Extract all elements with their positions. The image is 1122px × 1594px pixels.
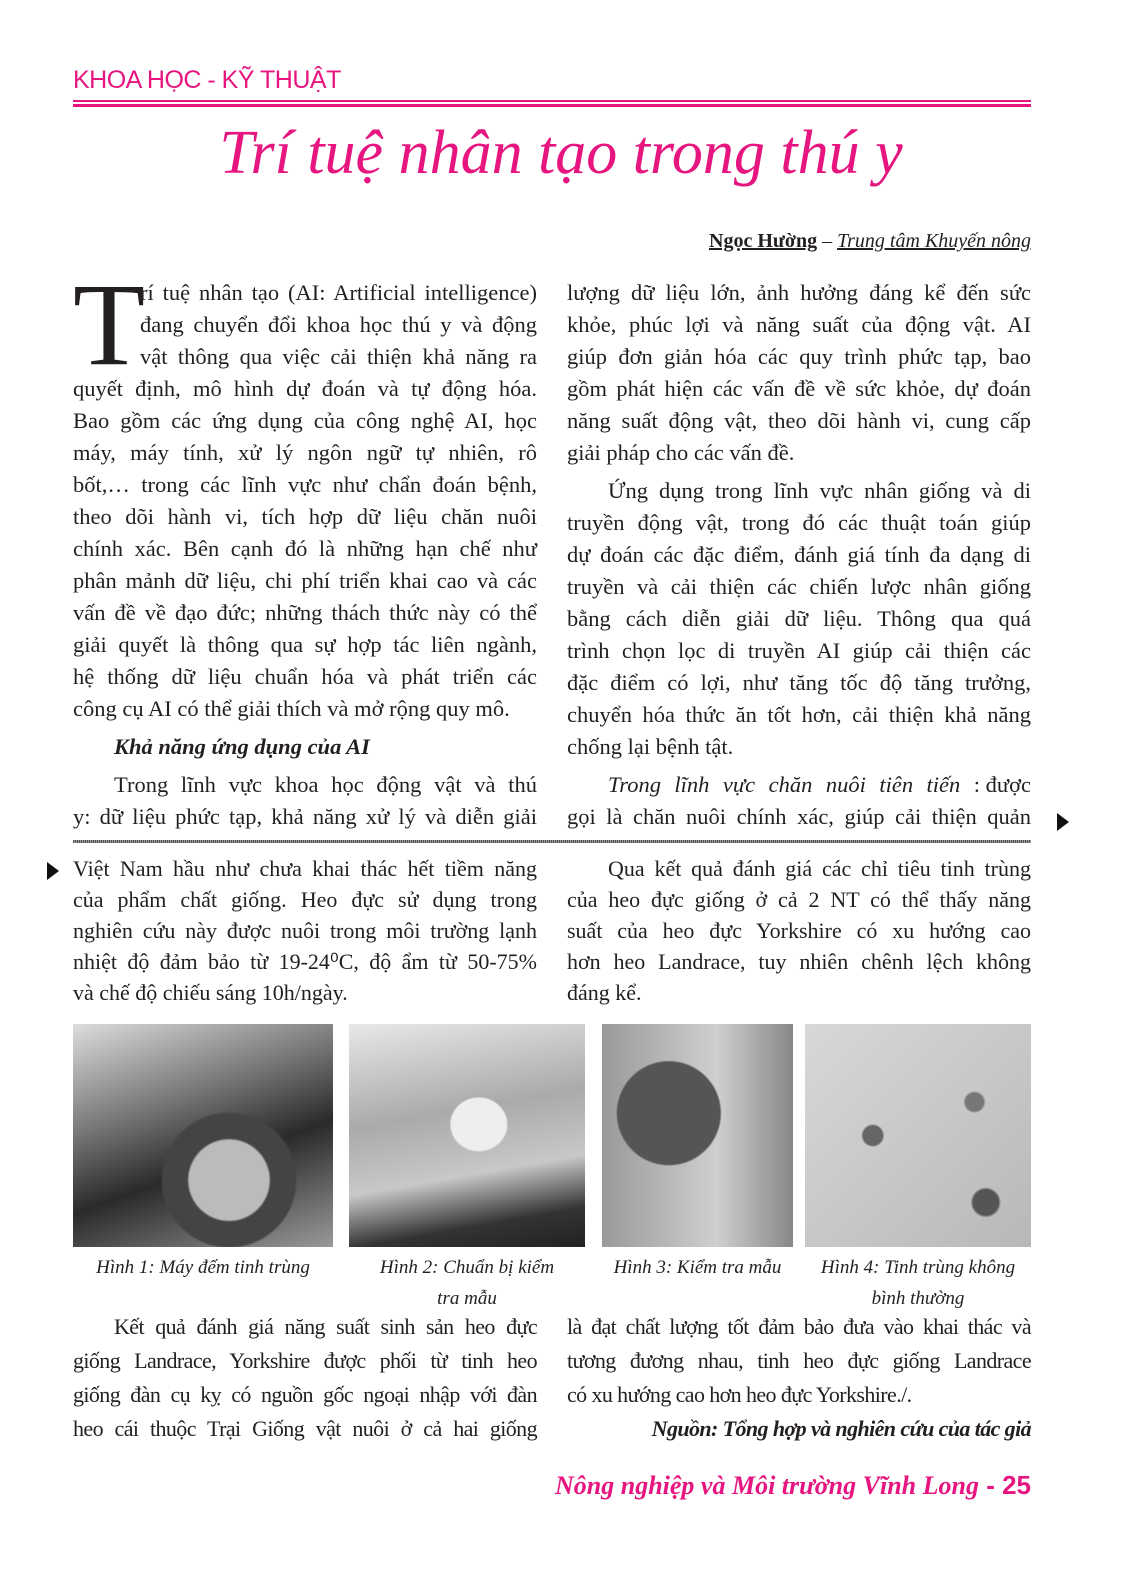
paragraph <box>73 259 537 725</box>
text-line: gọi là chăn nuôi chính xác, giúp cải thiện quản <box>567 804 1031 829</box>
text-line: phân mảnh dữ liệu, chi phí triển khai cao và các <box>73 568 537 593</box>
caption-line: bình thường <box>871 1288 965 1309</box>
text-line: vật thông qua việc cải thiện khả năng ra <box>140 344 537 369</box>
figure-4-photo <box>805 1024 1031 1247</box>
text-line: Qua kết quả đánh giá các chỉ tiêu tinh trùng <box>608 856 1031 881</box>
text-line: đáng kể. <box>567 980 642 1005</box>
text-line: đặc điểm có lợi, như tăng tốc độ tăng trưởng, <box>567 670 1031 695</box>
text-line: truyền và cải thiện các chiến lược nhân giống <box>567 574 1031 599</box>
page-number: 25 <box>1002 1470 1031 1500</box>
text-line: giúp đơn giản hóa các quy trình phức tạp, bao <box>567 344 1031 369</box>
column-bottom-left <box>73 1310 537 1446</box>
author-name: Ngọc Hường <box>709 230 818 252</box>
figure-2-photo <box>349 1024 585 1247</box>
text-line: đang chuyển đổi khoa học thú y và động <box>140 312 537 337</box>
text-line: gồm phát hiện các vấn đề về sức khỏe, dự đoán <box>567 376 1031 401</box>
text-line: suất của heo đực Yorkshire có xu hướng cao <box>567 918 1031 943</box>
text-line: chuyển hóa thức ăn tốt hơn, cải thiện khả năng <box>567 702 1031 727</box>
text-line: lượng dữ liệu lớn, ảnh hưởng đáng kể đến sức <box>567 280 1031 305</box>
text-line: dự đoán các đặc điểm, đánh giá tính đa dạng di <box>567 542 1031 567</box>
text-line: Ứng dụng trong lĩnh vực nhân giống và di <box>608 478 1031 503</box>
italic-word: tiên <box>879 772 914 797</box>
italic-word: tiến <box>926 772 961 797</box>
text-line <box>567 769 1031 801</box>
text-line: chính xác. Bên cạnh đó là những hạn chế như <box>73 536 537 561</box>
figure-4-caption <box>805 1252 1031 1314</box>
text-line: Nguồn: Tổng hợp và nghiên cứu của tác giả <box>651 1416 1031 1441</box>
paragraph <box>73 853 537 1008</box>
text-run: : được <box>973 772 1031 797</box>
paragraph <box>567 277 1031 469</box>
paragraph <box>73 769 537 833</box>
italic-word: chăn <box>768 772 813 797</box>
text-line: theo dõi hành vi, tích hợp dữ liệu chăn nuôi <box>73 504 537 529</box>
paragraph <box>567 475 1031 763</box>
text-line: Trong lĩnh vực khoa học động vật và thú <box>114 772 537 797</box>
text-line: hệ thống dữ liệu chuẩn hóa và phát triển các <box>73 664 537 689</box>
column-mid-left <box>73 853 537 1008</box>
text-line: quyết định, mô hình dự đoán và tự động hóa. <box>73 376 537 401</box>
italic-word: vực <box>722 772 756 797</box>
text-line: vấn đề về đạo đức; những thách thức này có thể <box>73 600 537 625</box>
column-bottom-right <box>567 1310 1031 1446</box>
text-line: rí tuệ nhân tạo (AI: Artificial intelligence) <box>140 280 537 305</box>
text-line: heo cái thuộc Trại Giống vật nuôi ở cả hai giống <box>73 1416 537 1441</box>
header-rule <box>73 104 1031 107</box>
text-line: hơn heo Landrace, tuy nhiên chênh lệch không <box>567 949 1031 974</box>
text-line: khỏe, phúc lợi và năng suất của động vật. AI <box>567 312 1031 337</box>
italic-word: lĩnh <box>674 772 710 797</box>
caption-line: Hình 3: Kiểm tra mẫu <box>613 1257 782 1278</box>
byline <box>709 230 1031 253</box>
footer-separator: - <box>978 1470 1003 1500</box>
continued-arrow-icon <box>47 862 59 880</box>
figure-1-photo <box>73 1024 333 1247</box>
figure-2-caption <box>349 1252 585 1314</box>
section-heading <box>73 731 537 763</box>
magazine-name: Nông nghiệp và Môi trường Vĩnh Long <box>555 1471 979 1500</box>
section-divider <box>73 840 1031 843</box>
column-mid-right <box>567 853 1031 1008</box>
text-line: Khả năng ứng dụng của AI <box>114 734 370 759</box>
text-line: là đạt chất lượng tốt đảm bảo đưa vào khai thác và <box>567 1314 1031 1339</box>
text-line: chống lại bệnh tật. <box>567 734 734 759</box>
text-line: nhiệt độ đảm bảo từ 19-24⁰C, độ ẩm từ 50-75% <box>73 949 537 974</box>
source-note <box>567 1412 1031 1446</box>
text-line: truyền động vật, trong đó các thuật toán giúp <box>567 510 1031 535</box>
figure-3-caption <box>592 1252 803 1283</box>
continue-arrow-icon <box>1057 813 1069 831</box>
caption-line: Hình 4: Tinh trùng không <box>820 1257 1016 1278</box>
paragraph <box>567 853 1031 1008</box>
caption-line: Hình 2: Chuẩn bị kiểm <box>379 1257 555 1278</box>
author-organization: Trung tâm Khuyến nông <box>837 230 1031 252</box>
figure-1-caption <box>73 1252 333 1283</box>
text-line: Kết quả đánh giá năng suất sinh sản heo đực <box>114 1314 537 1339</box>
text-line: giống đàn cụ kỵ có nguồn gốc ngoại nhập với đàn <box>73 1382 537 1407</box>
text-line: giải quyết là thông qua sự hợp tác liên ngành, <box>73 632 537 657</box>
text-line: của phẩm chất giống. Heo đực sử dụng trong <box>73 887 537 912</box>
italic-word: Trong <box>608 772 661 797</box>
caption-line: Hình 1: Máy đếm tinh trùng <box>96 1257 310 1278</box>
text-line: giải pháp cho các vấn đề. <box>567 440 795 465</box>
text-line: của heo đực giống ở cả 2 NT có thể thấy năng <box>567 887 1031 912</box>
text-line: Việt Nam hầu như chưa khai thác hết tiềm năng <box>73 856 537 881</box>
header-rule <box>73 100 1031 102</box>
column-top-left <box>73 259 537 833</box>
text-line: và chế độ chiếu sáng 10h/ngày. <box>73 980 348 1005</box>
text-line: y: dữ liệu phức tạp, khả năng xử lý và diễn giải <box>73 804 537 829</box>
text-line: trình chọn lọc di truyền AI giúp cải thiện các <box>567 638 1031 663</box>
text-line: công cụ AI có thể giải thích và mở rộng quy mô. <box>73 696 510 721</box>
text-line: máy, máy tính, xử lý ngôn ngữ tự nhiên, rô <box>73 440 537 465</box>
section-label: KHOA HỌC - KỸ THUẬT <box>73 66 341 94</box>
text-line: bằng cách diễn giải dữ liệu. Thông qua quá <box>567 606 1031 631</box>
paragraph <box>567 769 1031 833</box>
page-footer <box>555 1470 1031 1501</box>
text-line: Bao gồm các ứng dụng của công nghệ AI, học <box>73 408 537 433</box>
byline-separator: – <box>817 230 838 252</box>
caption-line: tra mẫu <box>437 1288 497 1309</box>
article-title: Trí tuệ nhân tạo trong thú y <box>219 119 903 187</box>
text-line: nghiên cứu này được nuôi trong môi trường lạnh <box>73 918 537 943</box>
figure-3-photo <box>602 1024 793 1247</box>
text-line: tương đương nhau, tinh heo đực giống Landrace <box>567 1348 1031 1373</box>
text-line: có xu hướng cao hơn heo đực Yorkshire./. <box>567 1382 912 1407</box>
text-line: năng suất động vật, theo dõi hành vi, cung cấp <box>567 408 1031 433</box>
italic-word: nuôi <box>825 772 866 797</box>
paragraph <box>73 1310 537 1446</box>
text-line: bốt,… trong các lĩnh vực như chẩn đoán bệnh, <box>73 472 537 497</box>
paragraph <box>567 1310 1031 1412</box>
drop-cap: T <box>73 259 146 390</box>
text-line: giống Landrace, Yorkshire được phối từ tinh heo <box>73 1348 537 1373</box>
column-top-right <box>567 277 1031 833</box>
